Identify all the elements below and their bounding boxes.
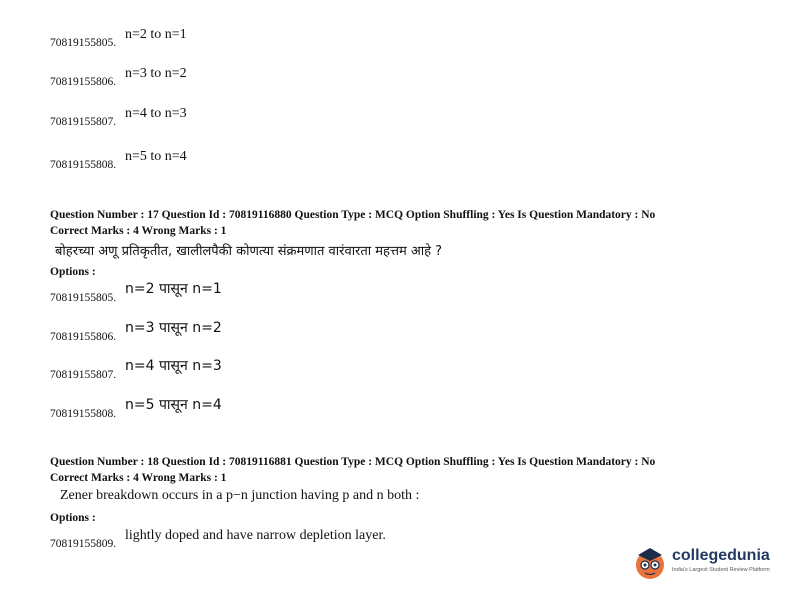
option-text: n=3 to n=2 bbox=[125, 66, 187, 81]
option-text: n=4 to n=3 bbox=[125, 106, 187, 121]
option-text: lightly doped and have narrow depletion layer. bbox=[125, 528, 386, 543]
option-id: 70819155805. bbox=[50, 37, 117, 49]
collegedunia-logo bbox=[632, 543, 770, 587]
logo-tagline: India's Largest Student Review Platform bbox=[672, 567, 770, 573]
option-id: 70819155809. bbox=[50, 538, 117, 550]
option-id: 70819155806. bbox=[50, 76, 117, 88]
option-text: n=4 पासून n=3 bbox=[125, 358, 222, 374]
question-marks: Correct Marks : 4 Wrong Marks : 1 bbox=[50, 472, 227, 484]
option-text: n=3 पासून n=2 bbox=[125, 320, 222, 336]
option-id: 70819155807. bbox=[50, 116, 117, 128]
option-text: n=2 पासून n=1 bbox=[125, 281, 222, 297]
option-text: n=5 पासून n=4 bbox=[125, 397, 222, 413]
option-text: n=5 to n=4 bbox=[125, 149, 187, 164]
logo-name: collegedunia bbox=[672, 547, 770, 564]
question-text: Zener breakdown occurs in a p−n junction having p and n both : bbox=[60, 488, 420, 503]
option-id: 70819155806. bbox=[50, 331, 117, 343]
option-id: 70819155808. bbox=[50, 408, 117, 420]
option-id: 70819155808. bbox=[50, 159, 117, 171]
question-marks: Correct Marks : 4 Wrong Marks : 1 bbox=[50, 225, 227, 237]
options-label: Options : bbox=[50, 266, 96, 278]
mascot-icon bbox=[632, 543, 668, 583]
option-id: 70819155805. bbox=[50, 292, 117, 304]
question-text: बोहरच्या अणू प्रतिकृतीत, खालीलपैकी कोणत्या संक्रमणात वारंवारता महत्तम आहे ? bbox=[55, 244, 443, 259]
option-text: n=2 to n=1 bbox=[125, 27, 187, 42]
question-header: Question Number : 17 Question Id : 70819116880 Question Type : MCQ Option Shuffling : Yes Is Question Mandatory : No bbox=[50, 209, 656, 221]
option-id: 70819155807. bbox=[50, 369, 117, 381]
question-header: Question Number : 18 Question Id : 70819116881 Question Type : MCQ Option Shuffling : Yes Is Question Mandatory : No bbox=[50, 456, 656, 468]
options-label: Options : bbox=[50, 512, 96, 524]
